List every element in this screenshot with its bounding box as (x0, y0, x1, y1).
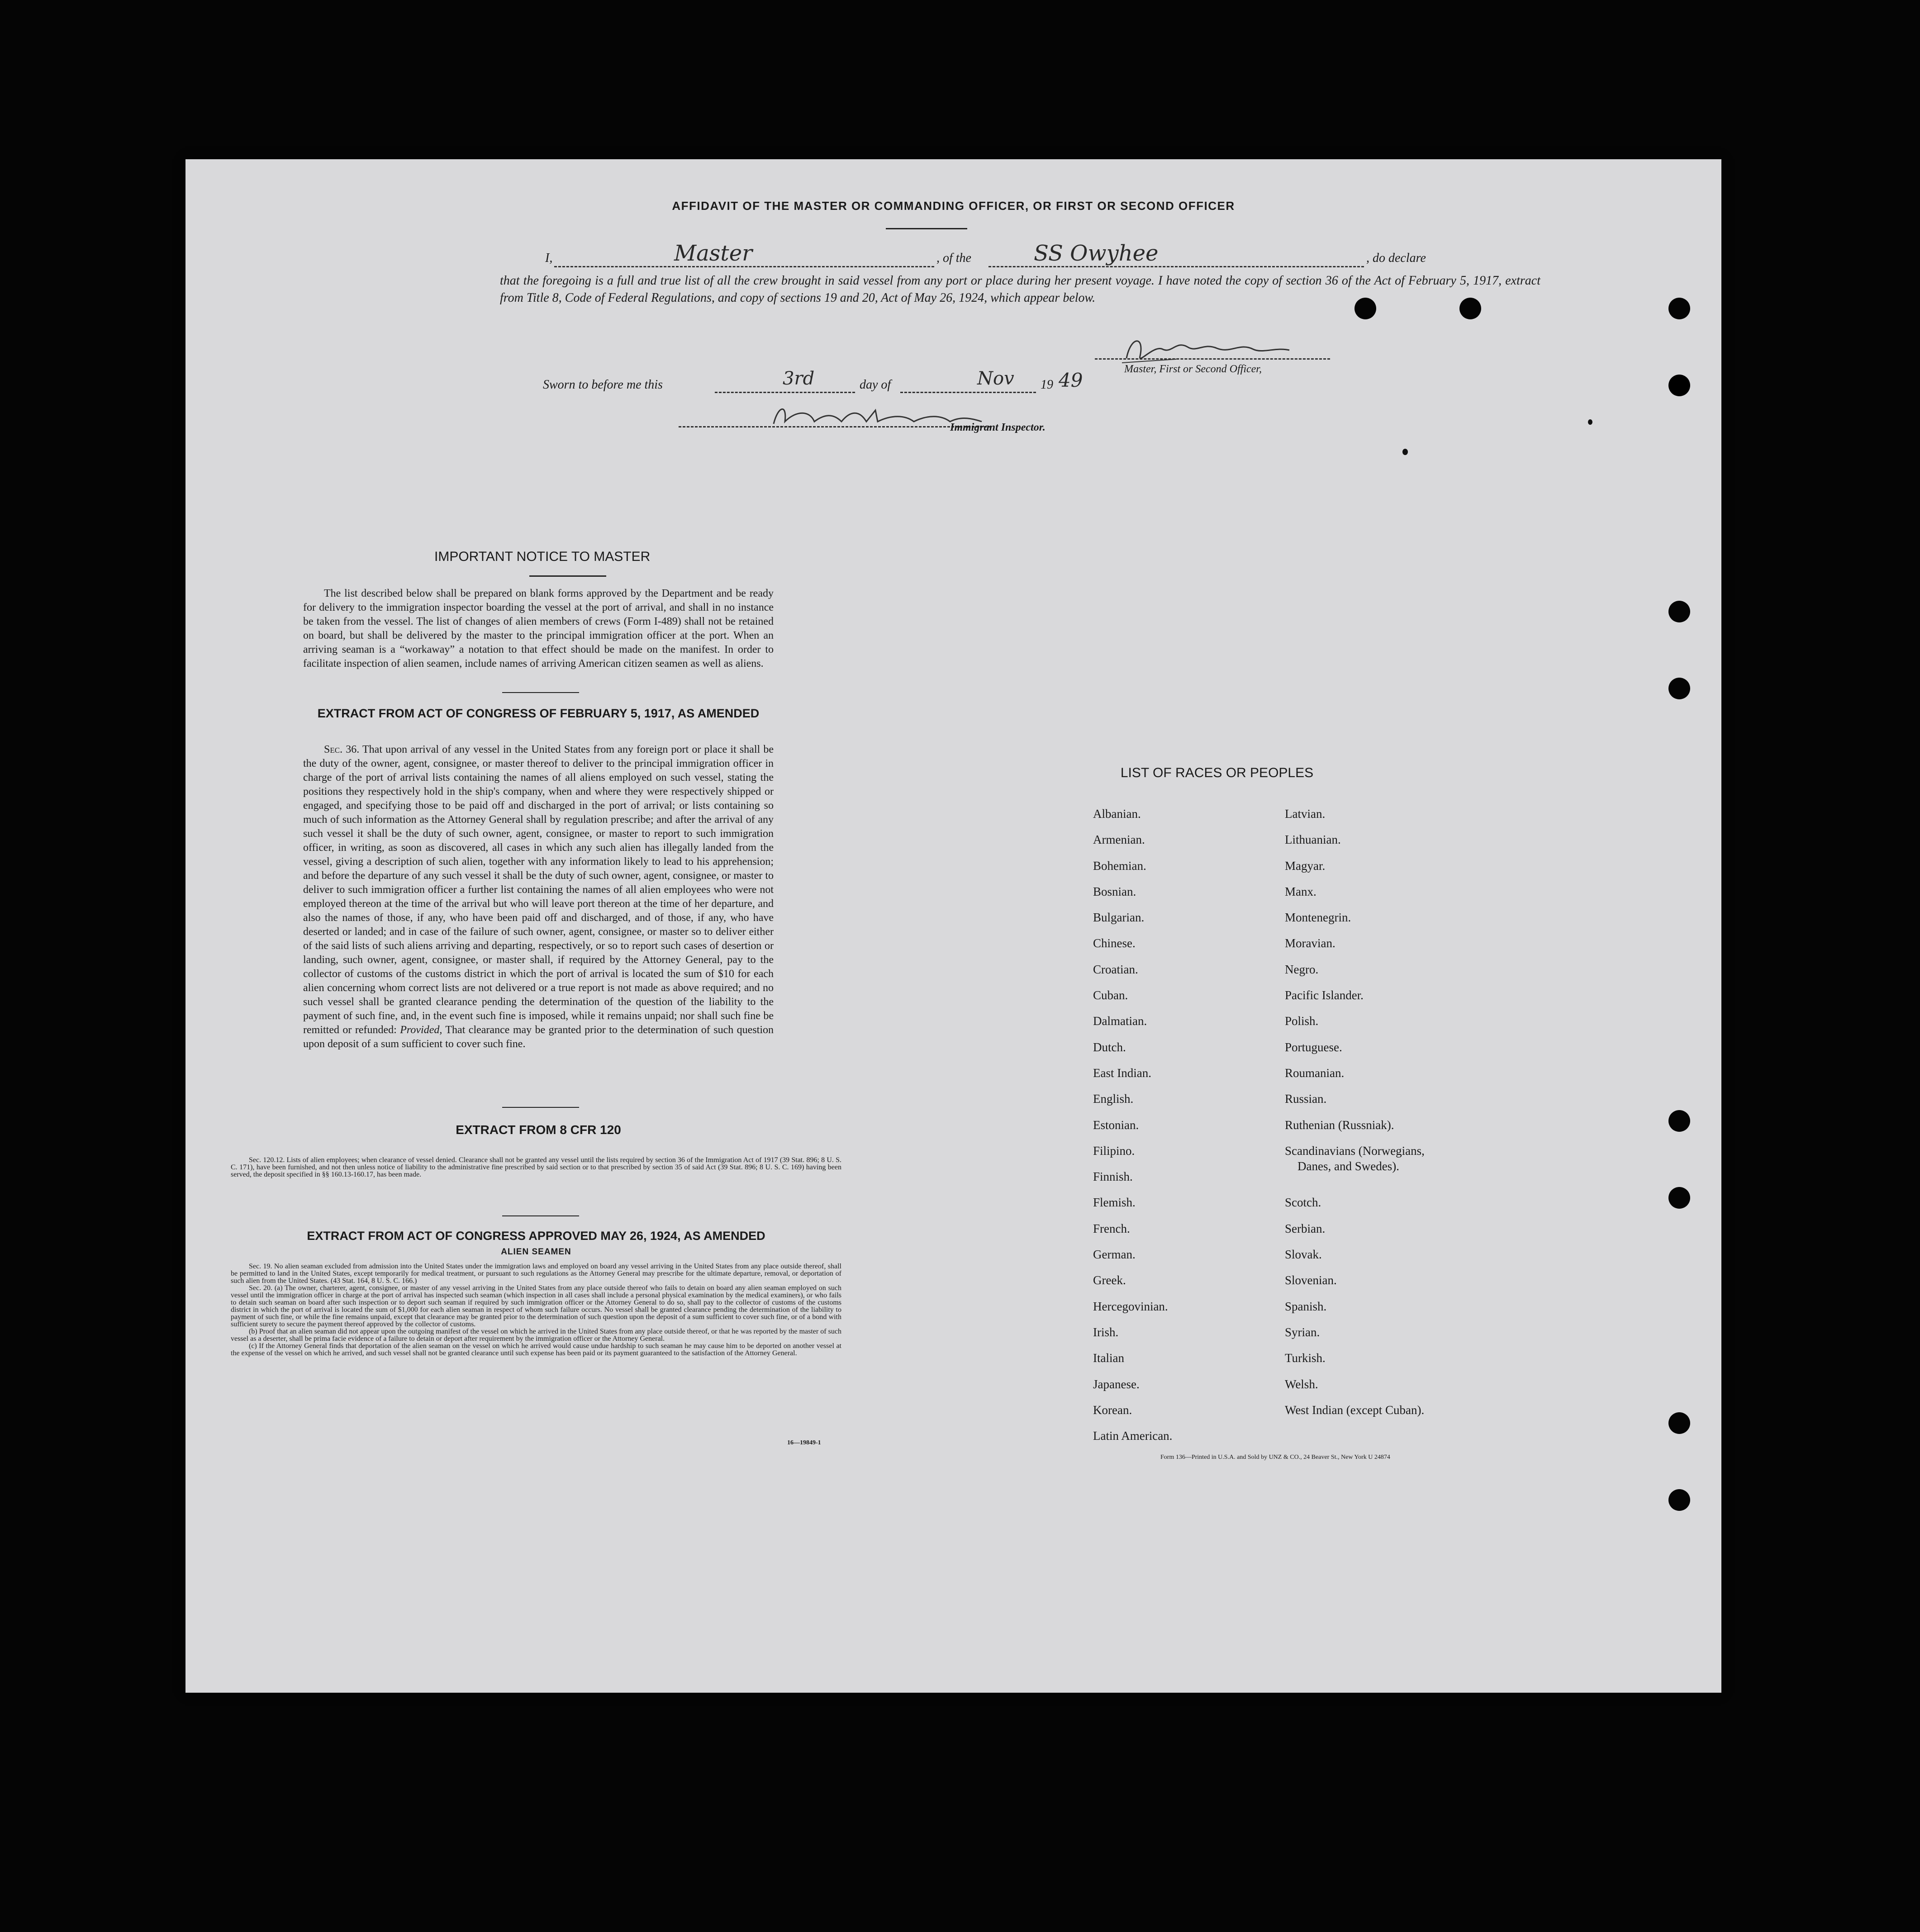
punch-hole (1668, 678, 1690, 699)
race-item: Croatian. (1093, 962, 1138, 976)
affidavit-of-the: , of the (936, 251, 971, 265)
extract-1924-heading: EXTRACT FROM ACT OF CONGRESS APPROVED MAY 26, 1924, AS AMENDED (307, 1229, 765, 1243)
proviso-label: Provided, (400, 1024, 442, 1036)
vessel-blank-line (989, 266, 1364, 267)
extract-1917-heading: EXTRACT FROM ACT OF CONGRESS OF FEBRUARY 5, 1917, AS AMENDED (317, 707, 760, 720)
race-item: Filipino. (1093, 1144, 1135, 1158)
ink-speck (1588, 419, 1592, 425)
race-item: Scotch. (1285, 1196, 1321, 1210)
ink-speck (1402, 449, 1408, 455)
inspector-caption: Immigrant Inspector. (950, 422, 1046, 433)
extract-1924-subheading: ALIEN SEAMEN (501, 1247, 571, 1257)
race-item: Ruthenian (Russniak). (1285, 1118, 1394, 1132)
name-blank-line (554, 266, 934, 267)
document-page (185, 159, 1721, 1693)
sec20c-text: (c) If the Attorney General finds that deportation of the alien seaman on the vessel on which he arrived would cause undue hardship to such seaman he may cause him to be deported on another vessel at the expense of the vessel on which he arrived, and such vessel shall not be granted clearance until such expense has been paid or its payment guaranteed to the satisfaction of the Attorney General. (231, 1342, 841, 1357)
race-item: Slovenian. (1285, 1273, 1337, 1287)
punch-hole (1459, 298, 1481, 319)
race-item: Italian (1093, 1351, 1124, 1365)
divider (529, 575, 606, 577)
race-item: Latin American. (1093, 1429, 1173, 1443)
race-item: Bulgarian. (1093, 911, 1145, 925)
race-item: Albanian. (1093, 807, 1141, 821)
punch-hole (1668, 1187, 1690, 1209)
race-item: Bohemian. (1093, 859, 1146, 873)
race-item: Roumanian. (1285, 1066, 1345, 1080)
race-item: Hercegovinian. (1093, 1299, 1168, 1313)
handwritten-name: Master (674, 241, 753, 266)
race-item: West Indian (except Cuban). (1285, 1403, 1425, 1417)
race-item: Chinese. (1093, 936, 1136, 950)
race-item: Japanese. (1093, 1377, 1140, 1391)
divider (502, 1215, 579, 1216)
race-item: Spanish. (1285, 1299, 1327, 1313)
sec20a-text: Sec. 20. (a) The owner, charterer, agent, consignee, or master of any vessel arriving in the United States from any place outside thereof who fails to detain on board any alien seaman employed on such vessel until the immigration officer in charge at the port of arrival has inspected such seaman (which inspection in all cases shall include a personal physical examination by the medical examiners), or who fails to detain such seaman on board after such inspection or to deport such seaman if required by such immigration officer or the Attorney General to do so, shall pay to the collector of customs of the customs district in which the port of arrival is located the sum of $1,000 for each alien seaman in respect of whom such failure occurs. No vessel shall be granted clearance pending the determination of the liability to payment of such fine, or while the fine remains unpaid, except that clearance may be granted prior to the determination of such question upon the deposit of a sum sufficient to cover such fine, or of a bond with sufficient surety to secure the payment thereof approved by the collector of customs. (231, 1284, 841, 1328)
race-item: Danes, and Swedes). (1297, 1159, 1399, 1173)
race-item: Turkish. (1285, 1351, 1326, 1365)
race-item: Armenian. (1093, 833, 1145, 847)
races-right-list (1285, 807, 1520, 1429)
race-item: Portuguese. (1285, 1040, 1342, 1054)
race-item: Polish. (1285, 1014, 1319, 1028)
divider (502, 692, 579, 693)
punch-hole (1668, 1489, 1690, 1511)
month-blank-line (900, 392, 1036, 393)
race-item: Cuban. (1093, 988, 1128, 1002)
race-item: Dalmatian. (1093, 1014, 1147, 1028)
race-item: Pacific Islander. (1285, 988, 1364, 1002)
divider (886, 228, 967, 229)
race-item: Slovak. (1285, 1248, 1322, 1262)
race-item: East Indian. (1093, 1066, 1151, 1080)
race-item: Syrian. (1285, 1325, 1320, 1339)
punch-hole (1668, 298, 1690, 319)
races-right-column (1285, 807, 1520, 1429)
sec36-label: Sec. 36. (324, 744, 360, 755)
race-item: Dutch. (1093, 1040, 1126, 1054)
race-item: Scandinavians (Norwegians, (1285, 1144, 1425, 1158)
affidavit-heading: AFFIDAVIT OF THE MASTER OR COMMANDING OFFICER, OR FIRST OR SECOND OFFICER (672, 199, 1235, 213)
punch-hole (1668, 601, 1690, 622)
printer-code: 16—19849-1 (787, 1439, 821, 1446)
races-left-list (1093, 807, 1274, 1455)
handwritten-day: 3rd (783, 368, 815, 389)
extract-1917-body (303, 743, 774, 1051)
race-item: Irish. (1093, 1325, 1119, 1339)
proviso-text: That clearance may be granted prior to the determination of such question upon deposit of a sum sufficient to cover such fine. (303, 1024, 774, 1050)
punch-hole (1668, 1110, 1690, 1132)
race-item: Flemish. (1093, 1196, 1136, 1210)
sworn-prefix: Sworn to before me this (543, 378, 663, 392)
sworn-day-label: day of (860, 378, 891, 392)
race-item: English. (1093, 1092, 1134, 1106)
race-item: Manx. (1285, 884, 1316, 898)
race-item: Korean. (1093, 1403, 1132, 1417)
race-item: Negro. (1285, 962, 1319, 976)
handwritten-vessel: SS Owyhee (1034, 241, 1159, 266)
race-item: Russian. (1285, 1092, 1327, 1106)
notice-body: The list described below shall be prepared on blank forms approved by the Department and be ready for delivery to the immigration inspector boarding the vessel at the port of arrival, and shall in no instance be taken from the vessel. The list of changes of alien members of crews (Form I-489) shall not be retained on board, but shall be delivered by the master to the principal immigration officer at the port. When an arriving seaman is a “workaway” a notation to that effect should be made on the manifest. In order to facilitate inspection of alien seamen, include names of arriving American citizen seamen as well as aliens. (303, 588, 774, 669)
extract-1924-body (231, 1263, 841, 1357)
affidavit-line1-prefix: I, (545, 251, 553, 265)
race-item: Finnish. (1093, 1170, 1133, 1184)
extract-cfr-heading: EXTRACT FROM 8 CFR 120 (456, 1123, 621, 1137)
race-item: Moravian. (1285, 936, 1335, 950)
races-heading: LIST OF RACES OR PEOPLES (1120, 765, 1314, 780)
race-item: Welsh. (1285, 1377, 1318, 1391)
sec36-text: That upon arrival of any vessel in the United States from any foreign port or place it shall be the duty of the owner, agent, consignee, or master thereof to deliver to the principal immigration officer in charge of the port of arrival lists containing the names of all aliens employed on such vessel, stating the positions they respectively hold in the ship's company, when and where they were respectively shipped or engaged, and specifying those to be paid off and discharged in the port of arrival; or lists containing so much of such information as the Attorney General shall by regulation prescribe; and after the arrival of any such vessel it shall be the duty of such owner, agent, consignee, or master to report to such immigration officer, in writing, as soon as discovered, all cases in which any such alien has illegally landed from the vessel, giving a description of such alien, together with any information likely to lead to his apprehension; and before the departure of any such vessel it shall be the duty of such owner, agent, consignee, or master to deliver to such immigration officer a further list containing the names of all alien employees who were not employed thereon at the time of the arrival but who will leave port thereon at the time of her departure, and also the names of those, if any, who have been paid off and discharged, and of those, if any, who have deserted or landed; and in case of the failure of such owner, agent, consignee, or master so to deliver either of the said lists of such aliens arriving and departing, respectively, or so to report such cases of desertion or landing, such owner, agent, consignee, or master shall, if required by the Attorney General, pay to the collector of customs of the customs district in which the port of arrival is located the sum of $10 for each alien concerning whom correct lists are not delivered or a true report is not made as above required; and no such vessel shall be granted clearance pending the determination of the question of the liability to the payment of such fine, and, in the event such fine is imposed, while it remains unpaid; nor shall such fine be remitted or refunded: (303, 744, 774, 1036)
race-item: Montenegrin. (1285, 911, 1351, 925)
signature-caption: Master, First or Second Officer, (1124, 363, 1262, 375)
sec20b-text: (b) Proof that an alien seaman did not appear upon the outgoing manifest of the vessel on which he arrived in the United States from any place outside thereof, or that he was reported by the master of such vessel as a deserter, shall be prima facie evidence of a failure to detain or deport after requirement by the immigration officer or the Attorney General. (231, 1328, 841, 1343)
affidavit-body: that the foregoing is a full and true list of all the crew brought in said vessel from any port or place during her present voyage. I have noted the copy of section 36 of the Act of February 5, 1917, extract from Title 8, Code of Federal Regulations, and copy of sections 19 and 20, Act of May 26, 1924, which appear below. (500, 274, 1540, 305)
sec19-text: Sec. 19. No alien seaman excluded from admission into the United States under the immigration laws and employed on board any vessel arriving in the United States from any place outside thereof, shall be permitted to land in the United States, except temporarily for medical treatment, or pursuant to such regulations as the Attorney General may prescribe for the ultimate departure, removal, or deportation of such alien from the United States. (43 Stat. 164, 8 U. S. C. 166.) (231, 1263, 841, 1285)
divider (502, 1107, 579, 1108)
notice-heading: IMPORTANT NOTICE TO MASTER (434, 549, 651, 564)
sworn-year-prefix: 19 (1041, 378, 1053, 392)
race-item: Serbian. (1285, 1221, 1326, 1235)
day-blank-line (715, 392, 855, 393)
affidavit-line1-suffix: , do declare (1366, 251, 1426, 265)
races-left-column (1093, 807, 1274, 1455)
race-item: Estonian. (1093, 1118, 1139, 1132)
punch-hole (1354, 298, 1376, 319)
race-item: French. (1093, 1221, 1130, 1235)
race-item: Bosnian. (1093, 884, 1136, 898)
race-item: Latvian. (1285, 807, 1326, 821)
race-item: Lithuanian. (1285, 833, 1341, 847)
race-item: Magyar. (1285, 859, 1326, 873)
race-item: German. (1093, 1248, 1136, 1262)
form-note: Form 136—Printed in U.S.A. and Sold by UNZ & CO., 24 Beaver St., New York U 24874 (1160, 1454, 1390, 1461)
handwritten-month: Nov (977, 368, 1014, 389)
extract-cfr-body: Sec. 120.12. Lists of alien employees; when clearance of vessel denied. Clearance shall not be granted any vessel until the lists required by section 36 of the Immigration Act of 1917 (39 Stat. 896; 8 U. S. C. 171), have been furnished, and not then unless notice of liability to the administrative fine prescribed by said section or to that prescribed by section 35 of said Act (39 Stat. 896; 8 U. S. C. 169) having been served, the deposit specified in §§ 160.13-160.17, has been made. (231, 1156, 841, 1178)
punch-hole (1668, 375, 1690, 396)
handwritten-year: 49 (1059, 369, 1083, 391)
race-item: Greek. (1093, 1273, 1126, 1287)
punch-hole (1668, 1412, 1690, 1434)
